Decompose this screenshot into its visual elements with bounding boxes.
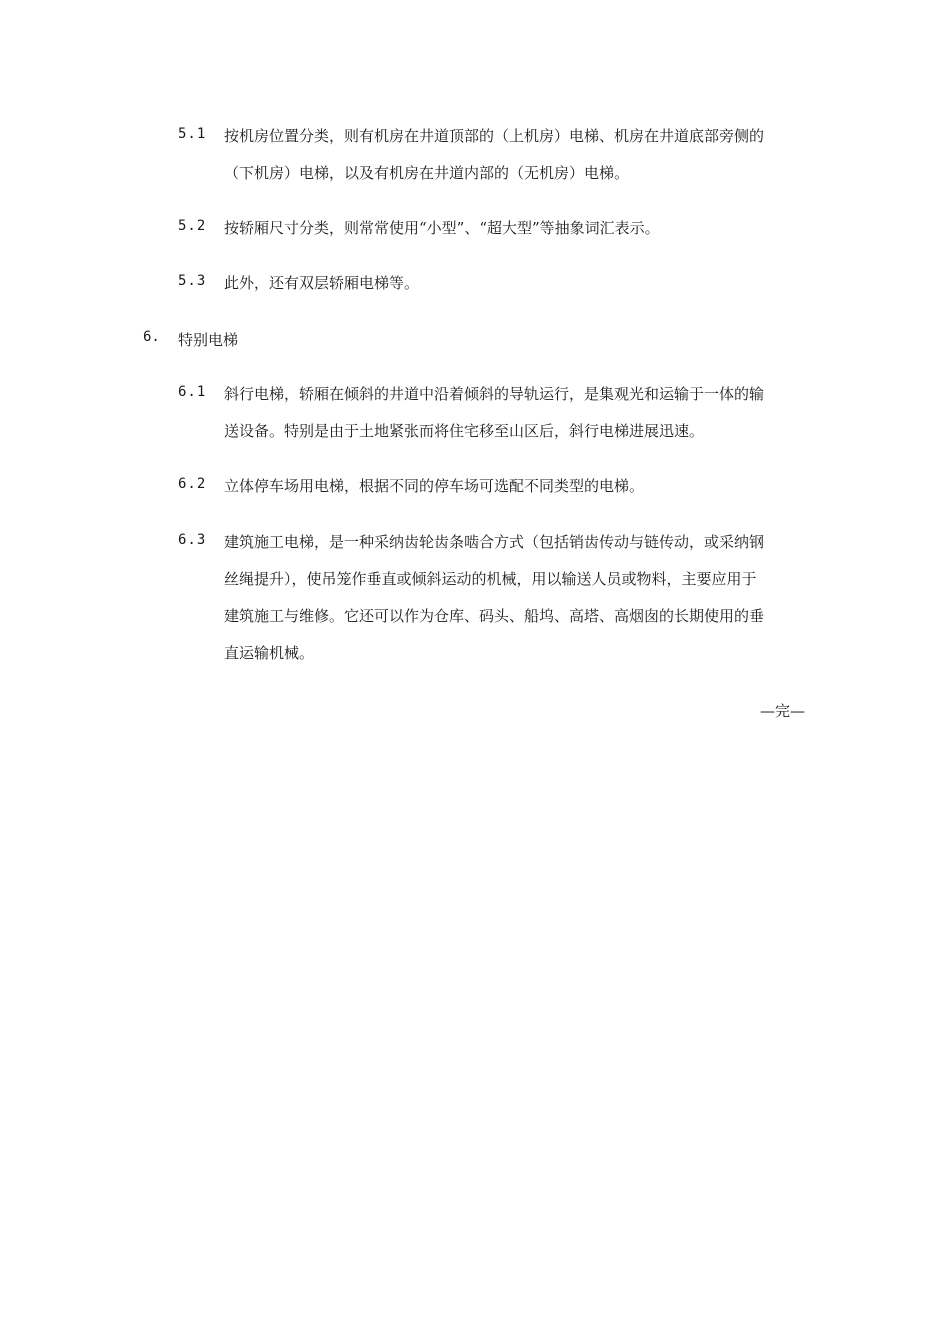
section-number: 6. [143,329,160,345]
clause-number: 5.3 [178,273,207,289]
clause-text [224,376,808,450]
text-line: 丝绳提升），使吊笼作垂直或倾斜运动的机械，用以输送人员或物料，主要应用于 [224,570,757,588]
text-line: 按轿厢尺寸分类，则常常使用“小型”、“超大型”等抽象词汇表示。 [224,219,660,237]
clause-text [224,265,808,302]
text-line: 送设备。特别是由于土地紧张而将住宅移至山区后，斜行电梯进展迅速。 [224,422,705,440]
text-line: 按机房位置分类，则有机房在井道顶部的（上机房）电梯、机房在井道底部旁侧的 [224,127,765,145]
clause-text [224,210,808,247]
clause-number: 5.1 [178,126,207,142]
clause-text [224,468,808,505]
text-line: 建筑施工电梯，是一种采纳齿轮齿条啮合方式（包括销齿传动与链传动，或采纳钢 [224,533,765,551]
clause-number: 6.1 [178,384,207,400]
text-line: （下机房）电梯，以及有机房在井道内部的（无机房）电梯。 [224,164,630,182]
text-line: 立体停车场用电梯，根据不同的停车场可选配不同类型的电梯。 [224,477,645,495]
clause-number: 6.2 [178,476,207,492]
section-title: 特别电梯 [178,331,239,349]
end-mark: —完— [759,702,805,720]
text-line: 直运输机械。 [224,644,315,662]
text-line: 建筑施工与维修。它还可以作为仓库、码头、船坞、高塔、高烟囱的长期使用的垂 [224,607,765,625]
clause-number: 5.2 [178,218,207,234]
text-line: 斜行电梯，轿厢在倾斜的井道中沿着倾斜的导轨运行，是集观光和运输于一体的输 [224,385,765,403]
clause-number: 6.3 [178,532,207,548]
clause-text [224,524,808,672]
text-line: 此外，还有双层轿厢电梯等。 [224,274,420,292]
clause-text [224,118,808,192]
